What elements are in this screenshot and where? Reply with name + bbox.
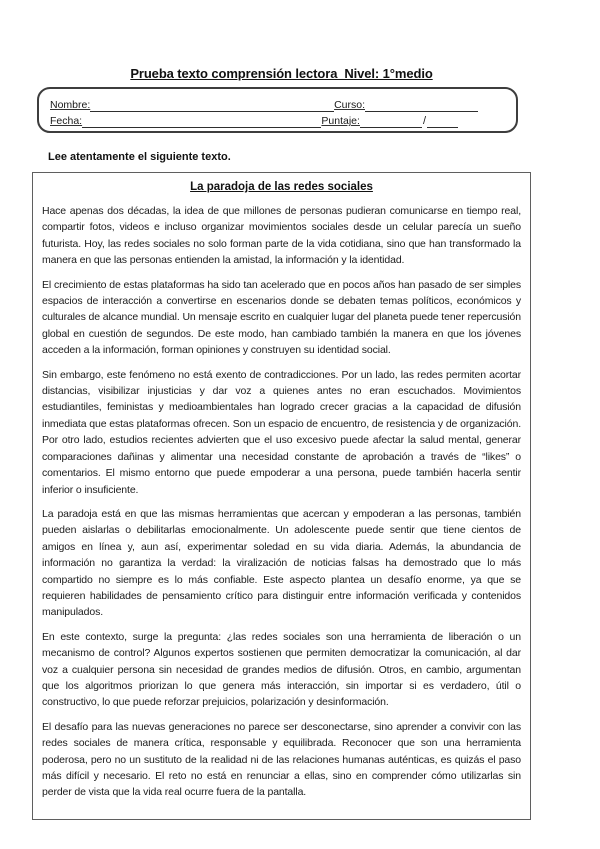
puntaje-label: Puntaje:	[321, 115, 360, 128]
passage-paragraph-6: El desafío para las nuevas generaciones no parece ser desconectarse, sino aprender a convivir con las redes sociales de manera crítica, responsable y equilibrada. Reconocer que son una herramienta poderosa, pero no un sustituto de la realidad ni de las relaciones humanas auténticas, es quizás el paso más difícil y necesario. El reto no está en renunciar a ellas, sino en comprender cómo utilizarlas sin perder de vista que la vida real ocurre fuera de la pantalla.	[42, 720, 521, 799]
reading-passage-title: La paradoja de las redes sociales	[190, 181, 373, 193]
page-title: Prueba texto comprensión lectora Nivel: 1°medio	[130, 66, 433, 81]
fecha-label: Fecha:	[50, 115, 83, 128]
puntaje-obtained-line	[360, 115, 422, 128]
info-row-nombre-curso	[50, 98, 478, 112]
curso-label: Curso:	[334, 98, 365, 111]
passage-paragraph-3: Sin embargo, este fenómeno no está exento de contradicciones. Por un lado, las redes permiten acortar distancias, visibilizar injusticias y dar voz a quienes antes no eran escuchados. Movimientos estudiantiles, feministas y medioambientales han logrado crecer gracias a la capacidad de difusión inmediata que estas plataformas ofrecen. Son un espacio de encuentro, de resistencia y de organización. Por otro lado, estudios recientes advierten que el uso excesivo puede afectar la salud mental, generar comparaciones dañinas y alimentar una necesidad constante de aprobación a través de “likes” o comentarios. El mismo entorno que puede empoderar a una persona, puede también hacerla sentir inferior o insuficiente.	[42, 368, 521, 496]
nombre-field-line	[90, 99, 334, 112]
student-info-box	[37, 87, 518, 133]
document-content	[32, 0, 531, 820]
passage-paragraph-1: Hace apenas dos décadas, la idea de que millones de personas pudieran comunicarse en tiempo real, compartir fotos, videos e incluso organizar movimientos sociales desde un celular parecía un sueño futurista. Hoy, las redes sociales no solo forman parte de la vida cotidiana, sino que han transformado la manera en que las personas entienden la amistad, la información y la identidad.	[42, 205, 521, 267]
reading-passage-box	[32, 172, 531, 820]
info-row-fecha-puntaje	[50, 114, 478, 128]
puntaje-slash-separator: /	[422, 115, 426, 128]
passage-paragraph-2: El crecimiento de estas plataformas ha sido tan acelerado que en pocos años han pasado de ser simples espacios de interacción a convertirse en escenarios donde se debaten temas políticos, económicos y culturales de alcance mundial. Un mensaje escrito en cualquier lugar del planeta puede tener repercusión global en cuestión de segundos. De este modo, han cambiado también la manera en que los jóvenes acceden a la información, forman opiniones y construyen su identidad social.	[42, 278, 521, 357]
curso-field-line	[365, 99, 478, 112]
puntaje-total-line	[427, 115, 458, 128]
instruction-text: Lee atentamente el siguiente texto.	[48, 151, 231, 163]
passage-paragraph-4: La paradoja está en que las mismas herramientas que acercan y empoderan a las personas, también pueden aislarlas o debilitarlas emocionalmente. Un adolescente puede sentir que tiene cientos de amigos en línea y, aun así, experimentar soledad en su vida diaria. Además, la abundancia de información no garantiza la verdad: la viralización de noticias falsas ha demostrado que lo más compartido no siempre es lo más confiable. Este aspecto plantea un desafío enorme, ya que se requieren habilidades de pensamiento crítico para distinguir entre información verificada y contenidos manipulados.	[42, 507, 521, 619]
fecha-field-line	[82, 115, 321, 128]
nombre-label: Nombre:	[50, 98, 91, 111]
passage-paragraph-5: En este contexto, surge la pregunta: ¿las redes sociales son una herramienta de liberación o un mecanismo de control? Algunos expertos sostienen que permiten democratizar la comunicación, al dar voz a cualquier persona sin necesidad de grandes medios de difusión. Otros, en cambio, argumentan que los algoritmos priorizan lo que genera más interacción, sin importar si es verdadero, útil o constructivo, lo que puede reforzar prejuicios, polarización y desinformación.	[42, 630, 521, 709]
